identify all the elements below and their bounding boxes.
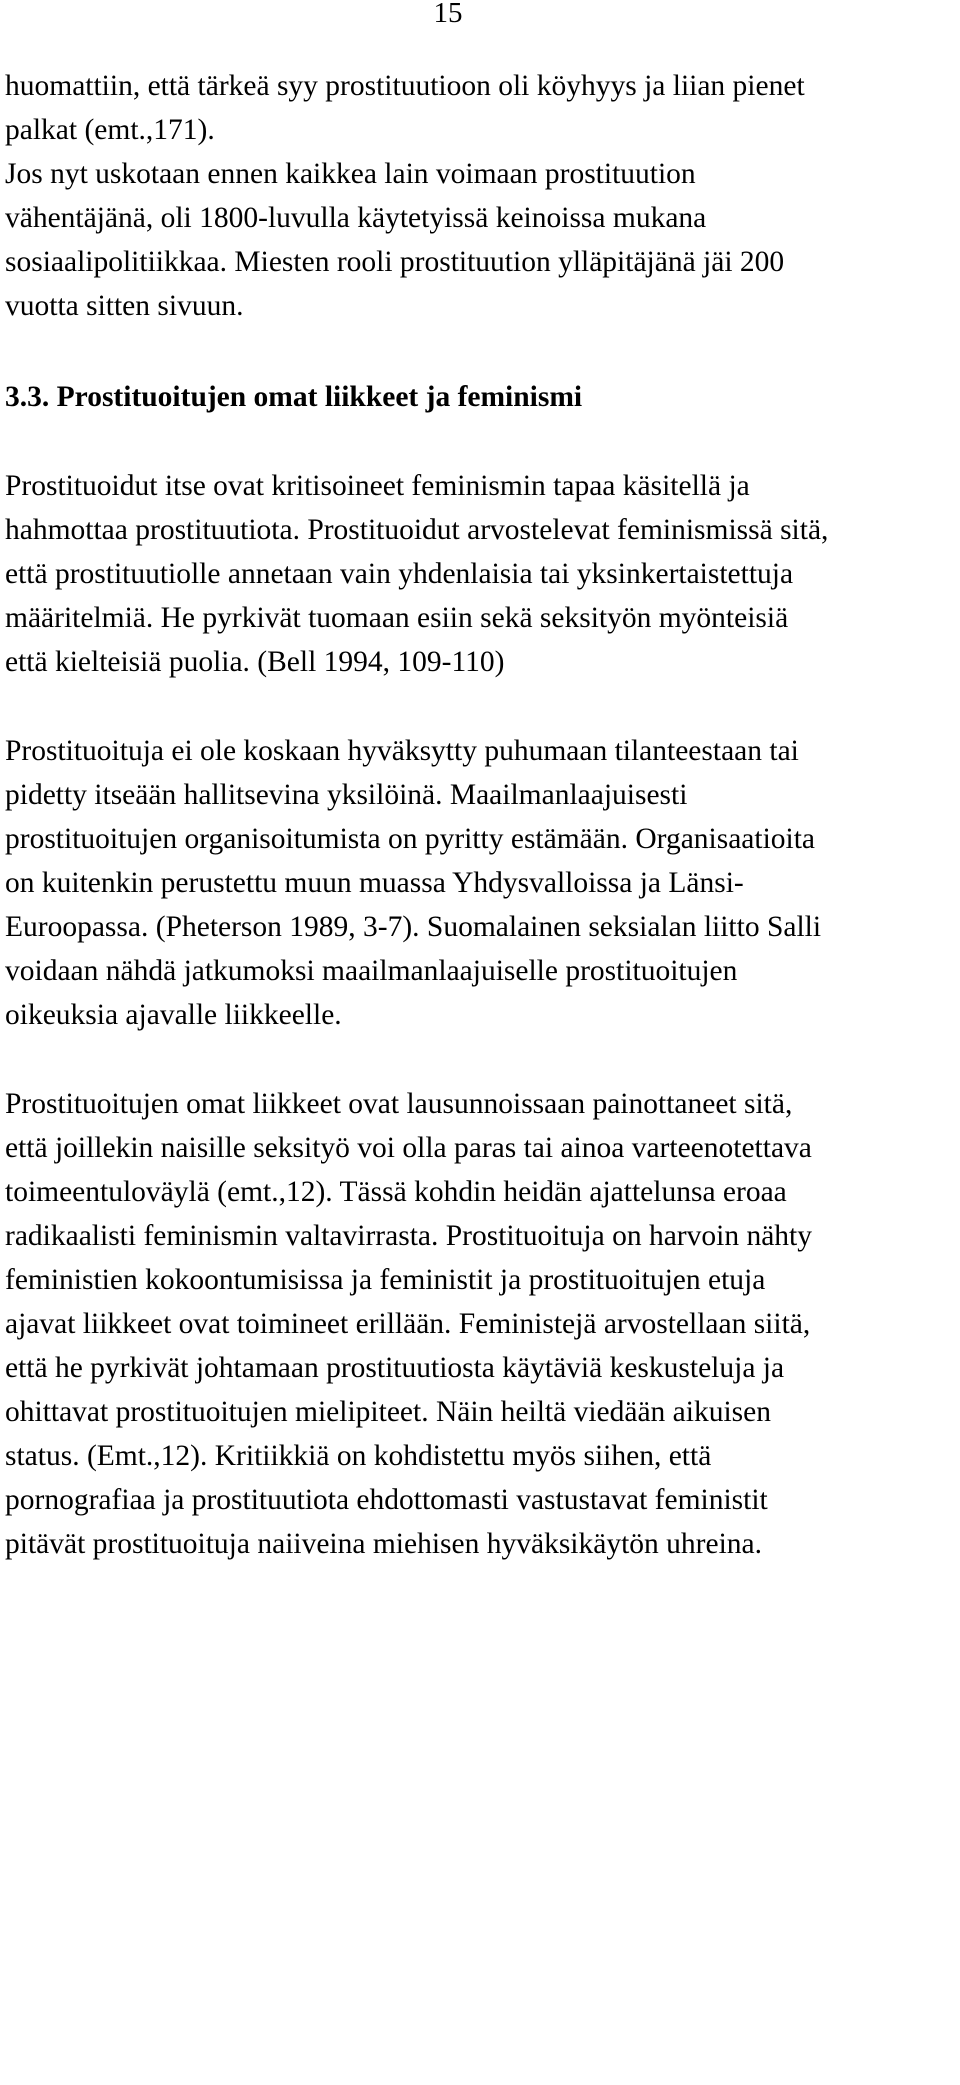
- paragraph-2-line: määritelmiä. He pyrkivät tuomaan esiin sekä seksityön myönteisiä: [5, 602, 789, 634]
- paragraph-3-line: prostituoitujen organisoitumista on pyritty estämään. Organisaatioita: [5, 823, 816, 855]
- paragraph-2-line: että kielteisiä puolia. (Bell 1994, 109-110): [5, 646, 505, 678]
- paragraph-2-line: hahmottaa prostituutiota. Prostituoidut arvostelevat feminismissä sitä,: [5, 514, 829, 546]
- paragraph-4-line: ohittavat prostituoitujen mielipiteet. Näin heiltä viedään aikuisen: [5, 1396, 771, 1428]
- paragraph-3-line: Euroopassa. (Pheterson 1989, 3-7). Suomalainen seksialan liitto Salli: [5, 911, 822, 943]
- paragraph-4-line: status. (Emt.,12). Kritiikkiä on kohdistettu myös siihen, että: [5, 1440, 712, 1472]
- paragraph-1-line: huomattiin, että tärkeä syy prostituutioon oli köyhyys ja liian pienet: [5, 70, 805, 102]
- page-number: 15: [433, 0, 463, 29]
- paragraph-4-line: pitävät prostituoituja naiiveina miehisen hyväksikäytön uhreina.: [5, 1528, 762, 1560]
- paragraph-4-line: ajavat liikkeet ovat toimineet erillään. Feministejä arvostellaan siitä,: [5, 1308, 811, 1340]
- paragraph-4-line: Prostituoitujen omat liikkeet ovat lausunnoissaan painottaneet sitä,: [5, 1088, 793, 1120]
- paragraph-4-line: että he pyrkivät johtamaan prostituutiosta käytäviä keskusteluja ja: [5, 1352, 785, 1384]
- paragraph-1-line: sosiaalipolitiikkaa. Miesten rooli prostituution ylläpitäjänä jäi 200: [5, 246, 785, 278]
- paragraph-3-line: voidaan nähdä jatkumoksi maailmanlaajuiselle prostituoitujen: [5, 955, 738, 987]
- paragraph-2-line: Prostituoidut itse ovat kritisoineet feminismin tapaa käsitellä ja: [5, 470, 750, 502]
- section-heading: 3.3. Prostituoitujen omat liikkeet ja feminismi: [5, 381, 583, 413]
- paragraph-2-line: että prostituutiolle annetaan vain yhdenlaisia tai yksinkertaistettuja: [5, 558, 794, 590]
- paragraph-3-line: pidetty itseään hallitsevina yksilöinä. Maailmanlaajuisesti: [5, 779, 688, 811]
- paragraph-1-line: palkat (emt.,171).: [5, 114, 215, 146]
- paragraph-4-line: että joillekin naisille seksityö voi olla paras tai ainoa varteenotettava: [5, 1132, 812, 1164]
- paragraph-4-line: pornografiaa ja prostituutiota ehdottomasti vastustavat feministit: [5, 1484, 768, 1516]
- paragraph-1-line: vuotta sitten sivuun.: [5, 290, 244, 322]
- paragraph-3-line: Prostituoituja ei ole koskaan hyväksytty puhumaan tilanteestaan tai: [5, 735, 799, 767]
- paragraph-4-line: feministien kokoontumisissa ja feministit ja prostituoitujen etuja: [5, 1264, 766, 1296]
- paragraph-4-line: toimeentuloväylä (emt.,12). Tässä kohdin heidän ajattelunsa eroaa: [5, 1176, 787, 1208]
- paragraph-1-line: Jos nyt uskotaan ennen kaikkea lain voimaan prostituution: [5, 158, 696, 190]
- paragraph-3-line: oikeuksia ajavalle liikkeelle.: [5, 999, 342, 1031]
- paragraph-1-line: vähentäjänä, oli 1800-luvulla käytetyissä keinoissa mukana: [5, 202, 707, 234]
- paragraph-4-line: radikaalisti feminismin valtavirrasta. Prostituoituja on harvoin nähty: [5, 1220, 812, 1252]
- paragraph-3-line: on kuitenkin perustettu muun muassa Yhdysvalloissa ja Länsi-: [5, 867, 744, 899]
